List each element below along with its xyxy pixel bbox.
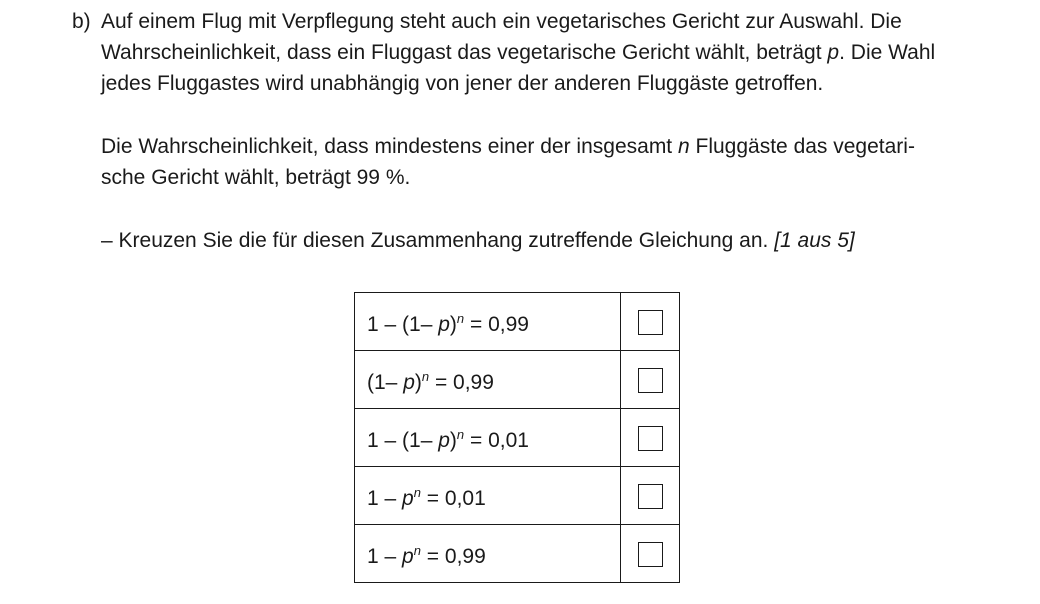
answer-checkbox[interactable]	[638, 310, 663, 335]
answer-row	[355, 525, 680, 583]
equation-cell	[355, 467, 621, 525]
equation-cell	[355, 293, 621, 351]
checkbox-cell	[621, 467, 680, 525]
instruction-text: – Kreuzen Sie die für diesen Zusammenhang zutreffende Gleichung an.	[101, 229, 775, 252]
equation-text: (1– p)$^n$ = 0,99	[367, 369, 494, 394]
answer-row	[355, 467, 680, 525]
variable-p: p	[827, 41, 840, 64]
problem-statement	[101, 6, 1001, 99]
instruction	[101, 225, 1001, 256]
checkbox-cell	[621, 351, 680, 409]
equation-cell	[355, 409, 621, 467]
statement-line-1: Auf einem Flug mit Verpflegung steht auch ein vegetarisches Gericht zur Auswahl. Die	[101, 10, 902, 33]
equation-text: 1 – (1– p)$^n$ = 0,01	[367, 427, 529, 452]
equation-cell	[355, 525, 621, 583]
checkbox-cell	[621, 525, 680, 583]
answer-row	[355, 351, 680, 409]
task-label: b)	[72, 10, 91, 33]
answer-checkbox[interactable]	[638, 484, 663, 509]
equation-cell	[355, 351, 621, 409]
variable-n: n	[677, 135, 690, 158]
answer-row	[355, 409, 680, 467]
equation-text: 1 – (1– p)$^n$ = 0,99	[367, 311, 529, 336]
probability-statement	[101, 131, 1001, 193]
answer-row	[355, 293, 680, 351]
probability-line-2: sche Gericht wählt, beträgt 99 %.	[101, 166, 411, 189]
answer-checkbox[interactable]	[638, 542, 663, 567]
checkbox-cell	[621, 409, 680, 467]
checkbox-cell	[621, 293, 680, 351]
answer-table	[354, 292, 680, 583]
instruction-hint: [1 aus 5]	[774, 229, 855, 252]
answer-checkbox[interactable]	[638, 426, 663, 451]
statement-line-3: jedes Fluggastes wird unabhängig von jener der anderen Fluggäste getroffen.	[101, 72, 824, 95]
answer-checkbox[interactable]	[638, 368, 663, 393]
equation-text: $1 - p^n = 0,01$	[367, 485, 486, 510]
equation-text: $1 - p^n = 0,99$	[367, 543, 486, 568]
statement-line-2: Wahrscheinlichkeit, dass ein Fluggast das vegetarische Gericht wählt, beträgt p. Die Wahl	[101, 41, 936, 64]
probability-line-1: Die Wahrscheinlichkeit, dass mindestens einer der insgesamt n Fluggäste das vegetari-	[101, 135, 915, 158]
